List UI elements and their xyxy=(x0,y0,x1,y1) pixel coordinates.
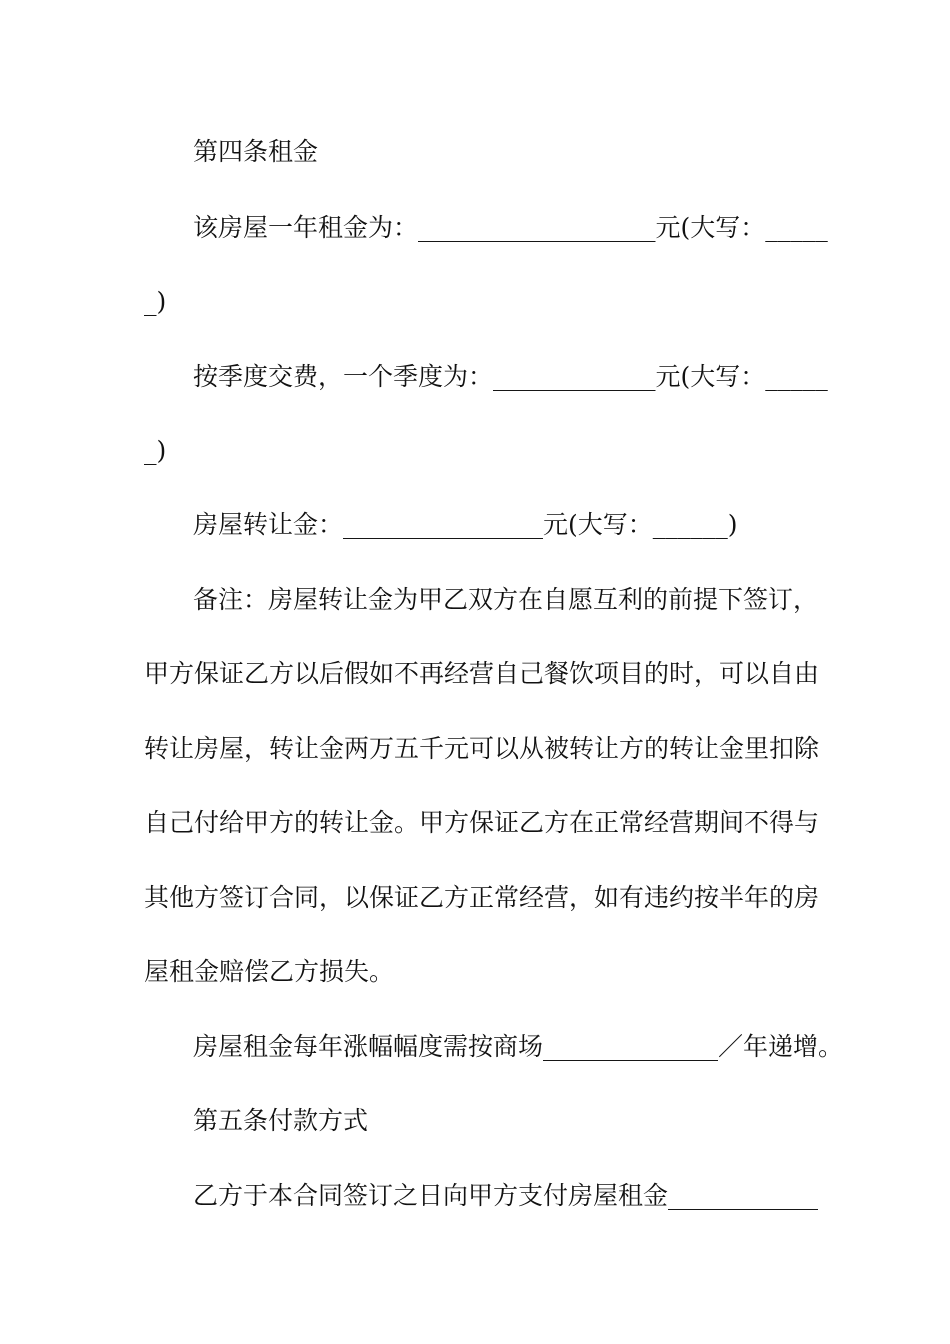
remark-paragraph-line-5: 其他方签订合同，以保证乙方正常经营，如有违约按半年的房 xyxy=(144,883,820,912)
remark-paragraph-line-3: 转让房屋，转让金两万五千元可以从被转让方的转让金里扣除 xyxy=(144,734,820,763)
remark-paragraph-line-1: 备注：房屋转让金为甲乙双方在自愿互利的前提下签订， xyxy=(193,585,819,614)
annual-rent-line: 该房屋一年租金为：___________________元(大写：_____ xyxy=(193,213,828,242)
quarterly-rent-line: 按季度交费，一个季度为：_____________元(大写：_____ xyxy=(193,362,828,391)
remark-paragraph-line-2: 甲方保证乙方以后假如不再经营自己餐饮项目的时，可以自由 xyxy=(144,659,820,688)
payment-line: 乙方于本合同签订之日向甲方支付房屋租金____________ xyxy=(193,1181,819,1210)
transfer-fee-line: 房屋转让金：________________元(大写：______) xyxy=(193,510,738,539)
rent-increase-line: 房屋租金每年涨幅幅度需按商场______________／年递增。 xyxy=(193,1032,844,1061)
remark-paragraph-line-4: 自己付给甲方的转让金。甲方保证乙方在正常经营期间不得与 xyxy=(144,808,820,837)
quarterly-rent-line-cont: _) xyxy=(144,436,167,465)
section-4-heading: 第四条租金 xyxy=(193,137,319,166)
section-5-heading: 第五条付款方式 xyxy=(193,1106,369,1135)
annual-rent-line-cont: _) xyxy=(144,287,167,316)
remark-paragraph-line-6: 屋租金赔偿乙方损失。 xyxy=(144,957,395,986)
